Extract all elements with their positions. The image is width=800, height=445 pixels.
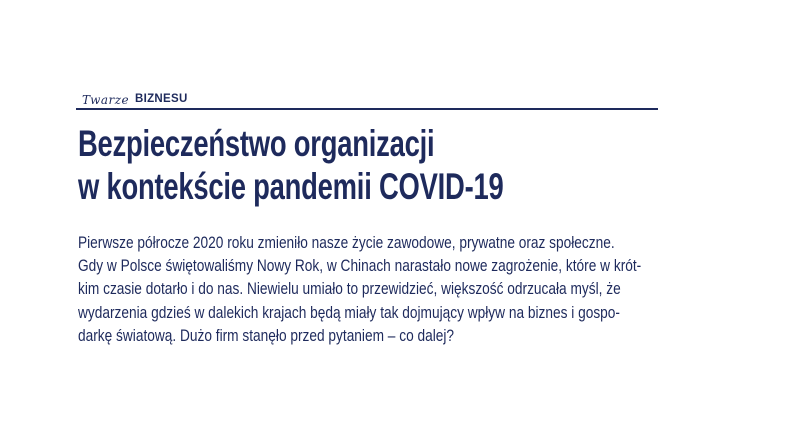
article-lead-line: kim czasie dotarło i do nas. Niewielu umiało to przewidzieć, większość odrzucała myśl, że xyxy=(78,280,621,299)
article-lead xyxy=(78,232,641,348)
section-script-label: Twarze xyxy=(82,93,130,107)
section-divider xyxy=(76,108,658,110)
section-label: BIZNESU xyxy=(135,93,188,105)
section-header xyxy=(76,92,658,110)
article-lead-line: darkę światową. Dużo firm stanęło przed pytaniem – co dalej? xyxy=(78,326,455,345)
article-lead-line: Pierwsze półrocze 2020 roku zmieniło nasze życie zawodowe, prywatne oraz społeczne. xyxy=(78,234,615,252)
article-lead-line: wydarzenia gdzieś w dalekich krajach będą miały tak dojmujący wpływ na biznes i gospo- xyxy=(78,303,620,322)
article-lead-line: Gdy w Polsce świętowaliśmy Nowy Rok, w Chinach narastało nowe zagrożenie, które w krót- xyxy=(78,257,642,276)
article-title xyxy=(78,122,503,208)
article-title-line: Bezpieczeństwo organizacji xyxy=(78,123,435,164)
article-title-line: w kontekście pandemii COVID-19 xyxy=(78,166,504,207)
